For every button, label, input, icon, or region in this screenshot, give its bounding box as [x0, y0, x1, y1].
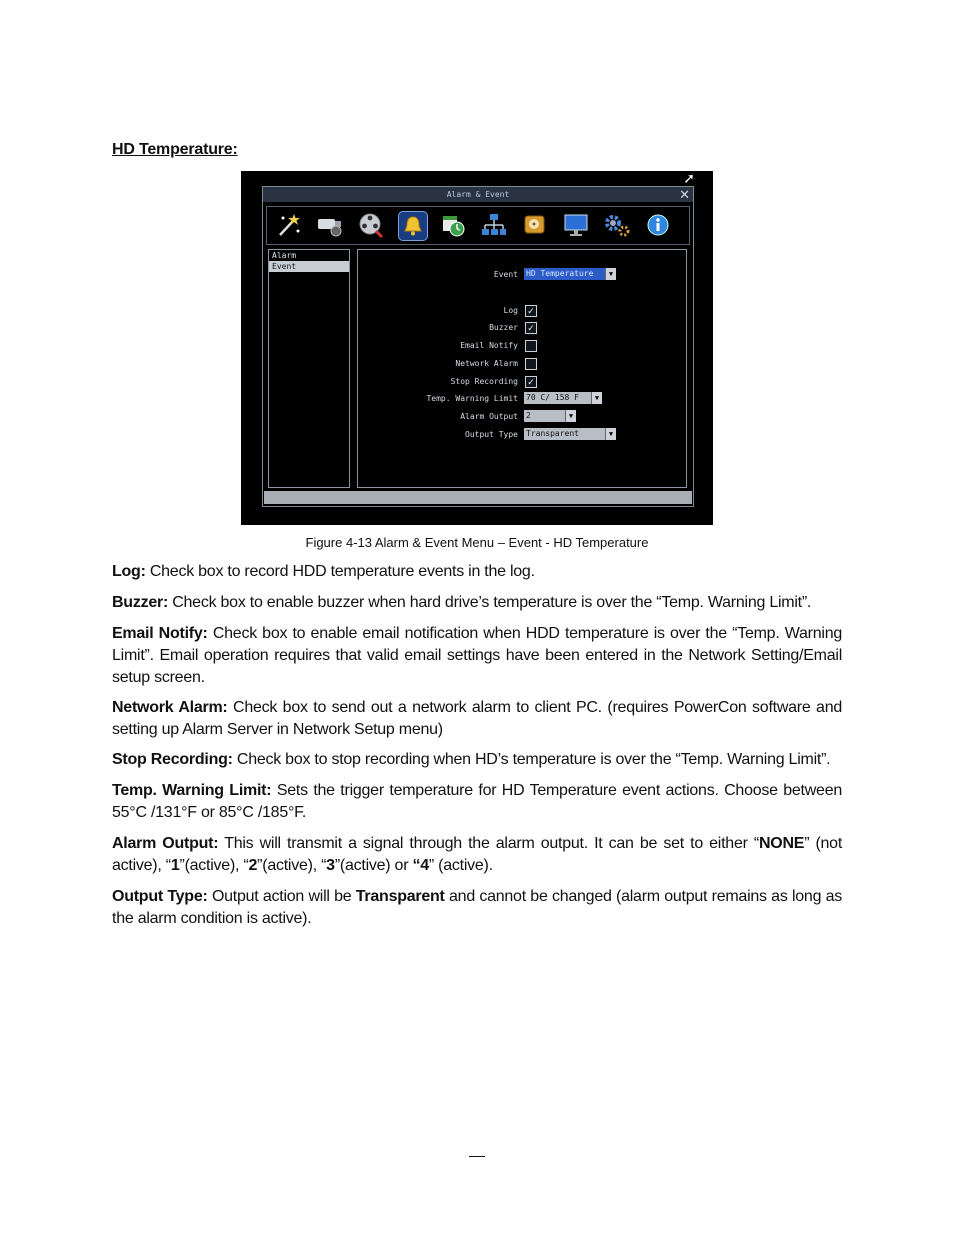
buzzer-checkbox[interactable]: ✓: [525, 322, 537, 334]
close-icon[interactable]: ✕: [679, 187, 690, 202]
text-email-notify: Check box to enable email notification when HDD temperature is over the “Temp. Warning Limit”. Email operation requires that valid email settings have been entered in the Network Setting/Email setup screen.: [112, 625, 842, 686]
buzzer-row: [358, 321, 686, 335]
paragraph-stop-recording: [112, 749, 842, 771]
disk-icon[interactable]: [521, 211, 549, 239]
temp-limit-value: 70 C/ 158 F: [526, 393, 579, 402]
menu-toolbar: [266, 206, 690, 245]
event-settings-panel: [357, 249, 687, 488]
figure-caption: Figure 4-13 Alarm & Event Menu – Event - HD Temperature: [305, 535, 649, 550]
alarm-option-none: NONE: [758, 835, 805, 852]
film-reel-icon[interactable]: [357, 211, 385, 239]
output-transparent: Transparent: [355, 888, 445, 905]
text-stop-recording: Check box to stop recording when HD’s temperature is over the “Temp. Warning Limit”.: [232, 751, 831, 768]
alarm-text-4: ”(active), “: [257, 857, 327, 874]
dialog-title: Alarm & Event: [263, 187, 693, 202]
mouse-cursor-icon: ➚: [683, 170, 695, 186]
page-footer-rule: [469, 1156, 485, 1157]
output-text-2: and cannot be changed (alarm output remains as long as the alarm condition is active).: [112, 888, 843, 927]
stop-recording-label: Stop Recording: [450, 377, 518, 386]
alarm-output-label: Alarm Output: [460, 412, 518, 421]
status-bar: [264, 491, 692, 504]
log-row: [358, 304, 686, 318]
event-select[interactable]: [524, 268, 616, 280]
output-type-row: [358, 428, 686, 442]
term-network-alarm: Network Alarm:: [112, 699, 228, 716]
stop-recording-row: [358, 375, 686, 389]
email-notify-row: [358, 339, 686, 353]
alarm-output-value: 2: [526, 411, 531, 420]
paragraph-log: [112, 561, 842, 583]
alarm-event-dialog: [262, 186, 694, 507]
camera-icon[interactable]: [316, 211, 344, 239]
network-alarm-row: [358, 357, 686, 371]
email-notify-label: Email Notify: [460, 341, 518, 350]
stop-recording-checkbox[interactable]: ✓: [525, 376, 537, 388]
temp-limit-label: Temp. Warning Limit: [426, 394, 518, 403]
chevron-down-icon[interactable]: ▼: [565, 410, 576, 422]
paragraph-email-notify: [112, 623, 842, 689]
output-type-value: Transparent: [526, 429, 579, 438]
alarm-text-3: ”(active), “: [179, 857, 249, 874]
chevron-down-icon[interactable]: ▼: [591, 392, 602, 404]
term-temp-limit: Temp. Warning Limit:: [112, 782, 272, 799]
log-label: Log: [503, 306, 518, 315]
term-alarm-output: Alarm Output:: [112, 835, 219, 852]
buzzer-label: Buzzer: [489, 323, 518, 332]
term-output-type: Output Type:: [112, 888, 208, 905]
term-buzzer: Buzzer:: [112, 594, 169, 611]
alarm-text-5: ”(active) or: [334, 857, 413, 874]
term-log: Log:: [112, 563, 146, 580]
section-heading: HD Temperature:: [112, 141, 238, 158]
alarm-text-6: ” (active).: [428, 857, 493, 874]
term-stop-recording: Stop Recording:: [112, 751, 233, 768]
text-buzzer: Check box to enable buzzer when hard drive’s temperature is over the “Temp. Warning Limit”.: [168, 594, 812, 611]
alarm-option-4: “4: [412, 857, 429, 874]
submenu-list: [268, 249, 350, 488]
submenu-item-event[interactable]: Event: [269, 261, 349, 272]
output-type-label: Output Type: [465, 430, 518, 439]
text-temp-limit: Sets the trigger temperature for HD Temperature event actions. Choose between 55°C /131°F or 85°C /185°F.: [112, 782, 842, 821]
alarm-text-2: ” (not active), “: [112, 835, 843, 874]
term-email-notify: Email Notify:: [112, 625, 208, 642]
wand-icon[interactable]: [275, 211, 303, 239]
temp-limit-row: [358, 392, 686, 406]
monitor-icon[interactable]: [562, 211, 590, 239]
text-network-alarm: Check box to send out a network alarm to client PC. (requires PowerCon software and setting up Alarm Server in Network Setup menu): [112, 699, 843, 738]
alarm-text-1: This will transmit a signal through the alarm output. It can be set to either “: [218, 835, 759, 852]
event-value: HD Temperature: [526, 269, 594, 278]
submenu-item-alarm[interactable]: Alarm: [272, 251, 297, 260]
paragraph-temp-limit: [112, 780, 842, 824]
chevron-down-icon[interactable]: ▼: [605, 268, 616, 280]
output-text-1: Output action will be: [207, 888, 356, 905]
chevron-down-icon[interactable]: ▼: [605, 428, 616, 440]
paragraph-alarm-output: [112, 833, 842, 877]
event-row: [358, 268, 686, 282]
email-notify-checkbox[interactable]: [525, 340, 537, 352]
paragraph-output-type: [112, 886, 842, 930]
output-type-select[interactable]: [524, 428, 616, 440]
menu-screenshot: [241, 171, 713, 525]
alarm-output-select[interactable]: [524, 410, 576, 422]
alarm-output-row: [358, 410, 686, 424]
alarm-option-2: 2: [248, 857, 258, 874]
log-checkbox[interactable]: ✓: [525, 305, 537, 317]
clock-icon[interactable]: [439, 211, 467, 239]
network-alarm-checkbox[interactable]: [525, 358, 537, 370]
paragraph-network-alarm: [112, 697, 842, 741]
bell-icon[interactable]: [398, 211, 428, 241]
event-label: Event: [493, 270, 518, 279]
text-log: Check box to record HDD temperature events in the log.: [145, 563, 535, 580]
gear-icon[interactable]: [603, 211, 631, 239]
network-alarm-label: Network Alarm: [455, 359, 518, 368]
alarm-option-3: 3: [326, 857, 335, 874]
network-icon[interactable]: [480, 211, 508, 239]
info-icon[interactable]: [644, 211, 672, 239]
paragraph-buzzer: [112, 592, 842, 614]
alarm-option-1: 1: [170, 857, 180, 874]
temp-limit-select[interactable]: [524, 392, 602, 404]
